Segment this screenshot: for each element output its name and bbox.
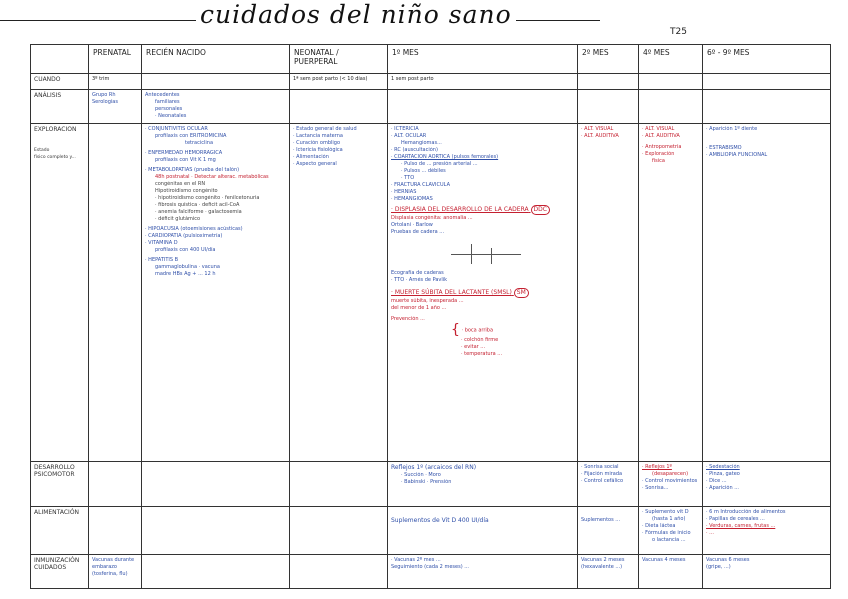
cell-alimentacion-neonatal — [290, 507, 388, 555]
cell-desarrollo-mes2: · Sonrisa social · Fijación mirada · Control cefálico — [578, 462, 639, 507]
cell-alimentacion-mes4: · Suplemento vit D (hasta 1 año) · Dieta láctea · Fórmulas de inicio o lactancia ... — [639, 507, 703, 555]
smsl-badge: SM — [514, 288, 529, 298]
cell-analisis-mes2 — [578, 90, 639, 124]
page-title: cuidados del niño sano — [196, 0, 516, 30]
cell-inmunizacion-rn — [142, 555, 290, 589]
cell-desarrollo-mes4: · Reflejos 1º (desaparecen) · Control movimientos · Sonrisa... — [639, 462, 703, 507]
care-table — [30, 44, 831, 589]
row-analisis — [31, 90, 831, 124]
cell-inmunizacion-mes69: Vacunas 6 meses (gripe, ...) — [703, 555, 831, 589]
cell-cuando-mes2 — [578, 74, 639, 90]
header-neonatal: NEONATAL / PUERPERAL — [290, 45, 388, 74]
row-inmunizacion — [31, 555, 831, 589]
brace-icon: { — [451, 323, 460, 337]
header-mes2: 2º MES — [578, 45, 639, 74]
cell-inmunizacion-mes4: Vacunas 4 meses — [639, 555, 703, 589]
cell-cuando-mes69 — [703, 74, 831, 90]
cell-analisis-mes4 — [639, 90, 703, 124]
header-mes4: 4º MES — [639, 45, 703, 74]
cell-inmunizacion-neonatal — [290, 555, 388, 589]
cell-analisis-mes1 — [388, 90, 578, 124]
row-label-analisis: ANÁLISIS — [31, 90, 89, 124]
cell-alimentacion-mes1: Suplementos de Vit D 400 UI/día — [388, 507, 578, 555]
cell-desarrollo-prenatal — [89, 462, 142, 507]
cell-cuando-rn — [142, 74, 290, 90]
ddc-badge: DDC — [531, 205, 550, 215]
cell-alimentacion-mes2: Suplementos ... — [578, 507, 639, 555]
cell-desarrollo-neonatal — [290, 462, 388, 507]
header-empty — [31, 45, 89, 74]
row-cuando — [31, 74, 831, 90]
cell-inmunizacion-mes2: Vacunas 2 meses (hexavalente ...) — [578, 555, 639, 589]
cell-alimentacion-mes69: · 6 m Introducción de alimentos · Papillas de cereales ... · Verduras, carnes, frutas ... · ... — [703, 507, 831, 555]
row-exploracion — [31, 124, 831, 462]
header-prenatal: PRENATAL — [89, 45, 142, 74]
cell-exploracion-neonatal: · Estado general de salud · Lactancia materna · Curación ombligo · Ictericia fisiológica · Alimentación · Aspecto general — [290, 124, 388, 462]
row-label-exploracion: EXPLORACIÓN Estado físico completo y... — [31, 124, 89, 462]
header-mes1: 1º MES — [388, 45, 578, 74]
cell-cuando-prenatal: 3º trim — [89, 74, 142, 90]
hip-sketch — [451, 240, 521, 266]
cell-analisis-mes69 — [703, 90, 831, 124]
cell-desarrollo-mes69: · Sedestación · Pinza, gateo · Dice ... · Aparición ... — [703, 462, 831, 507]
cell-desarrollo-rn — [142, 462, 290, 507]
cell-inmunizacion-mes1: · Vacunas 2º mes ... Seguimiento (cada 2 meses) ... — [388, 555, 578, 589]
cell-alimentacion-rn — [142, 507, 290, 555]
header-row — [31, 45, 831, 74]
cell-cuando-mes4 — [639, 74, 703, 90]
row-label-inmunizacion: INMUNIZACIÓN CUIDADOS — [31, 555, 89, 589]
cell-desarrollo-mes1: Reflejos 1º (arcaicos del RN) · Succión · Moro · Babinski · Prensión — [388, 462, 578, 507]
cell-cuando-neonatal: 1ª sem post parto (< 10 días) — [290, 74, 388, 90]
topic-code-label: T25 — [670, 27, 687, 37]
cell-exploracion-mes1: · ICTERICIA · ALT. OCULAR Hemangiomas... · RC (auscultación) · COARTACIÓN AÓRTICA (pulsos femorales) · Pulso de ... presión arterial ... · Pulsos ... débiles · TTO · FRACTURA CLAVÍCULA · HERNIAS · HEMANGIOMAS · DISPLASIA DEL DESARROLLO DE LA CADERA DDC Displasia congénita: anomalía ... Ortolani · Barlow Pruebas de cadera ... Ecografía de caderas · TTO · Arnés de Pavlik · MUERTE SÚBITA DEL LACTANTE (SMSL) SM muerte súbita, inesperada ... del menor de 1 año ... Prevención ... { · boca arriba · colchón firme · evitar ... · temperatura ... — [388, 124, 578, 462]
cell-analisis-prenatal: Grupo Rh Serologías — [89, 90, 142, 124]
row-desarrollo — [31, 462, 831, 507]
row-alimentacion — [31, 507, 831, 555]
cell-exploracion-mes2: · ALT. VISUAL · ALT. AUDITIVA — [578, 124, 639, 462]
row-label-alimentacion: ALIMENTACIÓN — [31, 507, 89, 555]
cell-analisis-neonatal — [290, 90, 388, 124]
cell-inmunizacion-prenatal: Vacunas durante embarazo (tosferina, flu) — [89, 555, 142, 589]
cell-analisis-rn: Antecedentes familiares personales · Neonatales — [142, 90, 290, 124]
smsl-title: · MUERTE SÚBITA DEL LACTANTE (SMSL) SM — [391, 288, 574, 298]
ddc-title: · DISPLASIA DEL DESARROLLO DE LA CADERA DDC — [391, 205, 574, 215]
header-mes69: 6º - 9º MES — [703, 45, 831, 74]
header-recien-nacido: RECIÉN NACIDO — [142, 45, 290, 74]
cell-exploracion-prenatal — [89, 124, 142, 462]
cell-exploracion-mes4: · ALT. VISUAL · ALT. AUDITIVA · Antropometría · Exploración física — [639, 124, 703, 462]
row-label-desarrollo: DESARROLLO PSICOMOTOR — [31, 462, 89, 507]
cell-exploracion-mes69: · Aparición 1º diente · ESTRABISMO · AMBLIOPÍA FUNCIONAL — [703, 124, 831, 462]
row-label-cuando: CUANDO — [31, 74, 89, 90]
cell-exploracion-rn: · CONJUNTIVITIS OCULAR profilaxis con ERITROMICINA tetraciclina · ENFERMEDAD HEMORRÁGICA profilaxis con Vit K 1 mg · METABOLOPATÍAS (prueba del talón) 48h postnatal · Detectar alterac. metabólicas congénitas en el RN Hipotiroidismo congénito · hipotiroidismo congénito · fenilcetonuria · fibrosis quística · deficit acil-CoA · anemia falciforme · galactosemia · déficit glutámico · HIPOACUSIA (otoemisiones acústicas) · CARDIOPATÍA (pulsioximetría) · VITAMINA D profilaxis con 400 UI/día · HEPATITIS B gammaglobulina · vacuna madre HBs Ag + ... 12 h — [142, 124, 290, 462]
cell-cuando-mes1: 1 sem post parto — [388, 74, 578, 90]
cell-alimentacion-prenatal — [89, 507, 142, 555]
